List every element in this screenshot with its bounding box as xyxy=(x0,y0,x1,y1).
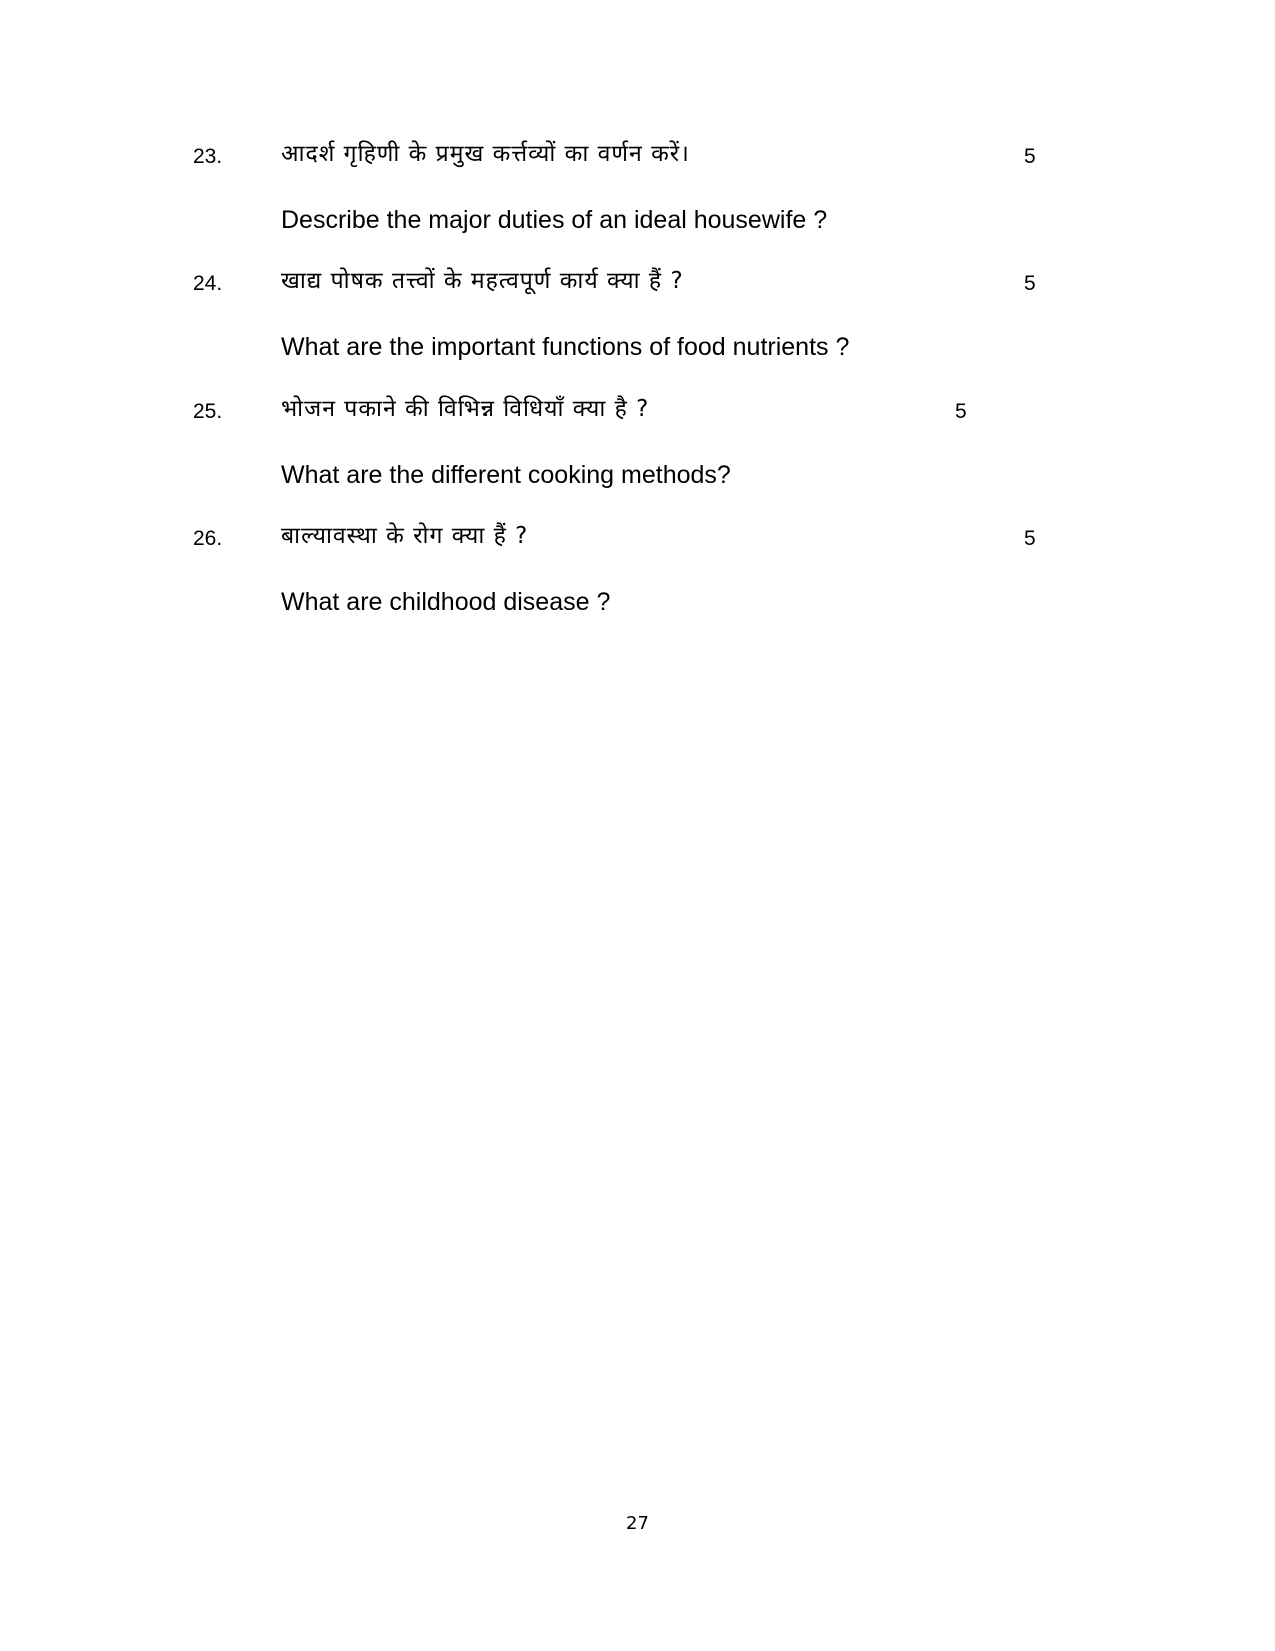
question-text-hindi: भोजन पकाने की विभिन्न विधियाँ क्या है ? xyxy=(281,396,650,422)
question-text-english: What are childhood disease ? xyxy=(281,588,611,616)
question-marks: 5 xyxy=(955,400,967,423)
question-text-english: What are the important functions of food nutrients ? xyxy=(281,333,850,361)
question-text-hindi: बाल्यावस्था के रोग क्या हैं ? xyxy=(281,523,529,549)
question-text-hindi: खाद्य पोषक तत्त्वों के महत्वपूर्ण कार्य क्या हैं ? xyxy=(281,268,684,294)
question-marks: 5 xyxy=(1024,527,1036,550)
question-text-english: What are the different cooking methods? xyxy=(281,461,731,489)
question-number: 25. xyxy=(193,400,223,423)
question-text-english: Describe the major duties of an ideal housewife ? xyxy=(281,206,828,234)
question-number: 26. xyxy=(193,527,223,550)
page-number: 27 xyxy=(626,1513,649,1534)
question-marks: 5 xyxy=(1024,145,1036,168)
question-number: 23. xyxy=(193,145,223,168)
question-text-hindi: आदर्श गृहिणी के प्रमुख कर्त्तव्यों का वर्णन करें। xyxy=(281,141,690,167)
question-marks: 5 xyxy=(1024,272,1036,295)
question-number: 24. xyxy=(193,272,223,295)
